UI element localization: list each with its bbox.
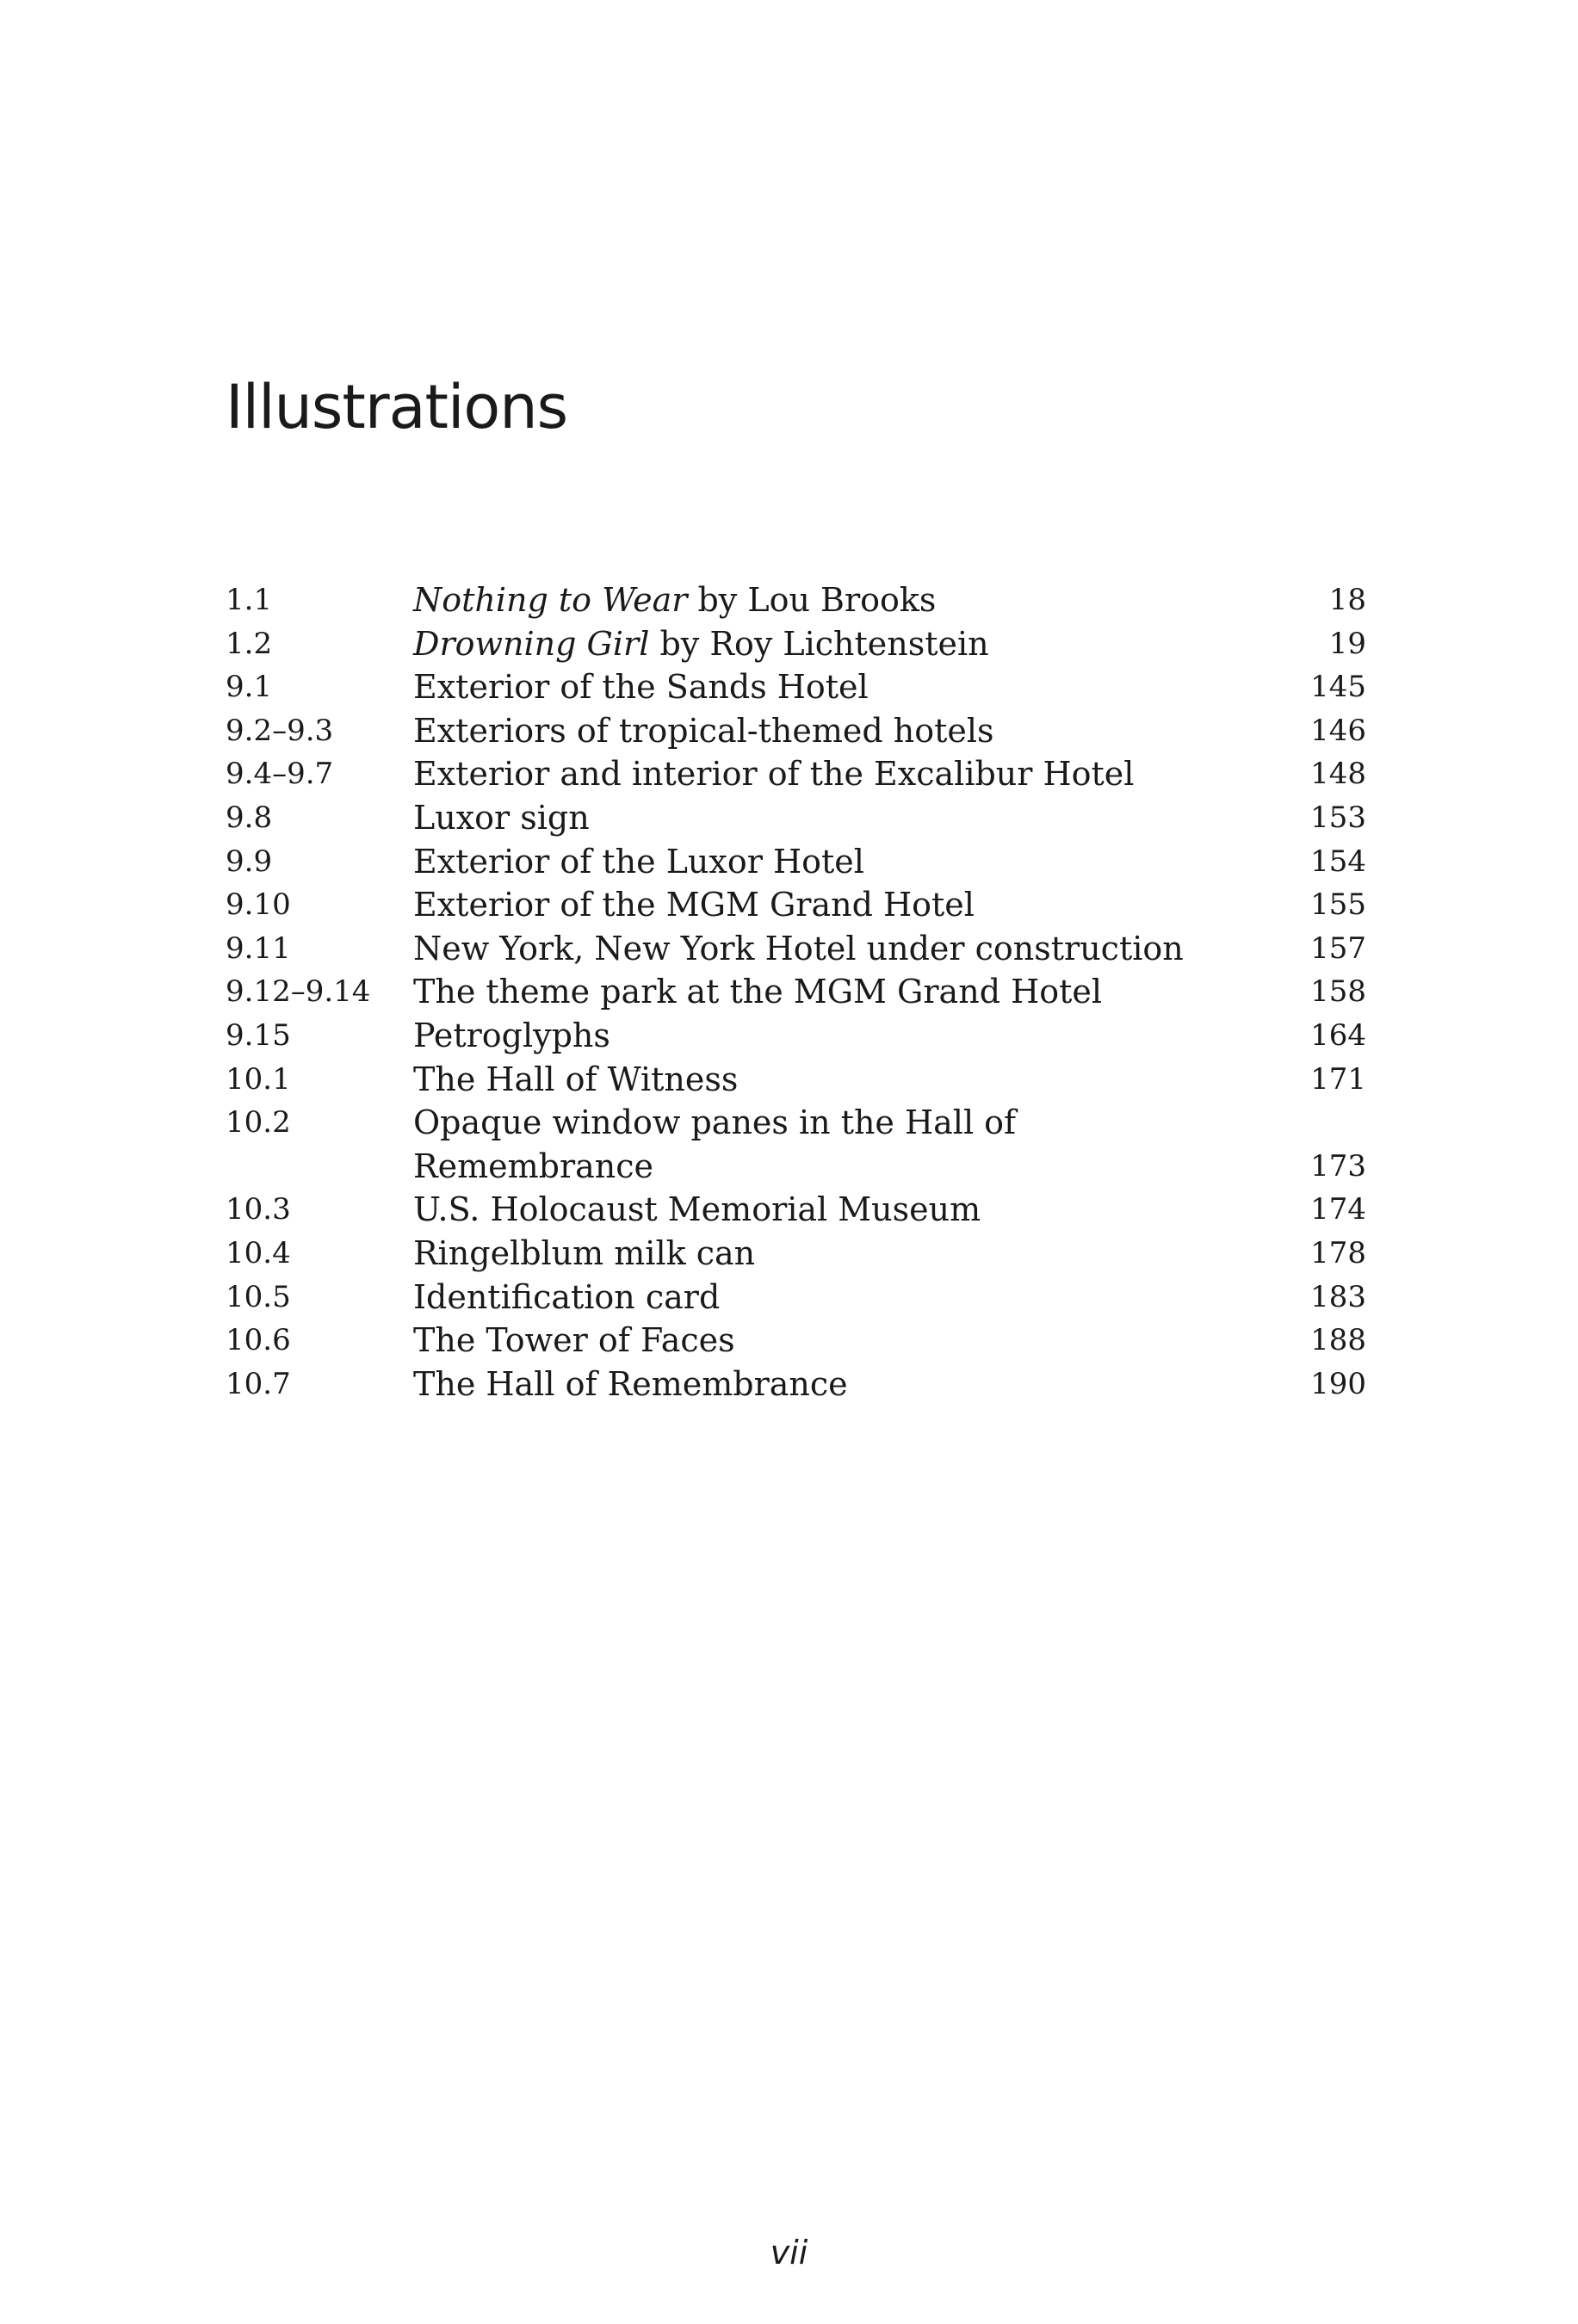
- caption-text: Exterior of the Luxor Hotel: [413, 842, 864, 881]
- caption-line: [413, 622, 1228, 666]
- figure-caption: [413, 665, 1228, 709]
- list-item: [226, 1188, 1366, 1232]
- list-item: [226, 1232, 1366, 1276]
- caption-line: Remembrance: [413, 1147, 654, 1185]
- page-number: 183: [1310, 1279, 1366, 1314]
- caption-line: [413, 840, 1228, 884]
- figure-caption: [413, 1058, 1228, 1102]
- page-number: 188: [1310, 1323, 1366, 1358]
- caption-italic-title: Drowning Girl: [413, 624, 650, 663]
- page-number: 154: [1310, 844, 1366, 879]
- caption-text: Exterior and interior of the Excalibur Hotel: [413, 755, 1135, 794]
- page-number: 19: [1328, 626, 1366, 661]
- figure-number: 9.9: [226, 844, 273, 879]
- figure-number: 10.6: [226, 1323, 291, 1358]
- figure-caption: [413, 1232, 1228, 1276]
- figure-number: 9.1: [226, 670, 273, 705]
- list-item: [226, 1101, 1366, 1188]
- caption-line: [413, 665, 1228, 709]
- list-item: [226, 622, 1366, 666]
- caption-text: Identification card: [413, 1277, 721, 1316]
- figure-caption: [413, 1188, 1228, 1232]
- figure-number: 1.1: [226, 583, 273, 617]
- figure-caption: [413, 970, 1228, 1014]
- list-item: [226, 709, 1366, 753]
- caption-italic-title: Nothing to Wear: [413, 581, 688, 619]
- caption-text: Ringelblum milk can: [413, 1233, 756, 1272]
- caption-text: Exterior of the Sands Hotel: [413, 668, 869, 707]
- list-item: [226, 796, 1366, 840]
- figure-caption: [413, 1014, 1228, 1058]
- caption-text: The Hall of Remembrance: [413, 1364, 848, 1403]
- list-item: [226, 1276, 1366, 1320]
- figure-caption: [413, 1101, 1228, 1188]
- figure-number: 9.15: [226, 1017, 291, 1053]
- caption-text: Exterior of the MGM Grand Hotel: [413, 886, 975, 924]
- page-number: 174: [1310, 1192, 1366, 1227]
- caption-line: [413, 1319, 1228, 1363]
- list-item: [226, 1319, 1366, 1363]
- page-number: 190: [1310, 1366, 1366, 1401]
- figure-number: 9.2–9.3: [226, 713, 334, 748]
- caption-text: Petroglyphs: [413, 1016, 610, 1054]
- page-title: Illustrations: [226, 372, 568, 442]
- caption-line: [413, 883, 1228, 927]
- list-item: [226, 1058, 1366, 1102]
- caption-text: Opaque window panes in the Hall of: [413, 1103, 1017, 1142]
- caption-text: The Hall of Witness: [413, 1060, 739, 1098]
- page-number: 178: [1310, 1235, 1366, 1270]
- page-number: 146: [1310, 713, 1366, 748]
- figure-caption: [413, 1319, 1228, 1363]
- figure-number: 9.4–9.7: [226, 757, 334, 792]
- folio: vii: [770, 2234, 808, 2271]
- caption-text: by Roy Lichtenstein: [649, 624, 989, 663]
- list-item: [226, 665, 1366, 709]
- figure-number: 10.3: [226, 1192, 291, 1227]
- caption-line: [413, 1101, 1228, 1145]
- figure-number: 10.2: [226, 1105, 291, 1140]
- figure-caption: [413, 1363, 1228, 1406]
- list-item: [226, 927, 1366, 971]
- list-item: [226, 1363, 1366, 1406]
- figure-caption: [413, 752, 1228, 796]
- page-number: 155: [1310, 887, 1366, 923]
- caption-line: [413, 752, 1228, 796]
- caption-line: [413, 796, 1228, 840]
- list-item: [226, 970, 1366, 1014]
- caption-line: [413, 709, 1228, 753]
- caption-text: U.S. Holocaust Memorial Museum: [413, 1190, 981, 1229]
- figure-caption: [413, 1276, 1228, 1320]
- caption-line: [413, 1014, 1228, 1058]
- figure-number: 9.12–9.14: [226, 974, 371, 1010]
- caption-text: Luxor sign: [413, 798, 590, 837]
- page-number: 18: [1328, 583, 1366, 617]
- list-item: [226, 840, 1366, 884]
- figure-number: 10.4: [226, 1235, 291, 1270]
- figure-caption: [413, 578, 1228, 622]
- caption-text: New York, New York Hotel under construction: [413, 929, 1184, 967]
- caption-text: The theme park at the MGM Grand Hotel: [413, 973, 1103, 1011]
- list-item: [226, 883, 1366, 927]
- page-number: 158: [1310, 974, 1366, 1010]
- figure-number: 9.10: [226, 887, 291, 923]
- figure-number: 10.7: [226, 1366, 291, 1401]
- figure-number: 9.8: [226, 800, 273, 835]
- caption-line: [413, 1058, 1228, 1102]
- page-number: 148: [1310, 757, 1366, 792]
- page-number: 153: [1310, 800, 1366, 835]
- list-item: [226, 1014, 1366, 1058]
- page-number: 173: [1310, 1148, 1366, 1184]
- caption-line: [413, 1276, 1228, 1320]
- caption-line: [413, 927, 1228, 971]
- caption-line: [413, 578, 1228, 622]
- figure-number: 9.11: [226, 930, 291, 966]
- page-number: 171: [1310, 1061, 1366, 1097]
- caption-line: [413, 1188, 1228, 1232]
- page-number: 164: [1310, 1017, 1366, 1053]
- caption-text: The Tower of Faces: [413, 1321, 735, 1360]
- list-item: [226, 578, 1366, 622]
- caption-line: [413, 1363, 1228, 1406]
- figure-caption: [413, 840, 1228, 884]
- figure-caption: [413, 883, 1228, 927]
- figure-caption: [413, 709, 1228, 753]
- caption-line: [413, 970, 1228, 1014]
- caption-text: Exteriors of tropical-themed hotels: [413, 711, 994, 750]
- figure-caption: [413, 927, 1228, 971]
- figure-number: 10.1: [226, 1061, 291, 1097]
- illustrations-list: [226, 578, 1366, 1406]
- list-item: [226, 752, 1366, 796]
- figure-caption: [413, 622, 1228, 666]
- page-number: 145: [1310, 670, 1366, 705]
- caption-line: [413, 1232, 1228, 1276]
- page-number: 157: [1310, 930, 1366, 966]
- figure-number: 10.5: [226, 1279, 291, 1314]
- figure-number: 1.2: [226, 626, 273, 661]
- caption-text: by Lou Brooks: [687, 581, 937, 619]
- figure-caption: [413, 796, 1228, 840]
